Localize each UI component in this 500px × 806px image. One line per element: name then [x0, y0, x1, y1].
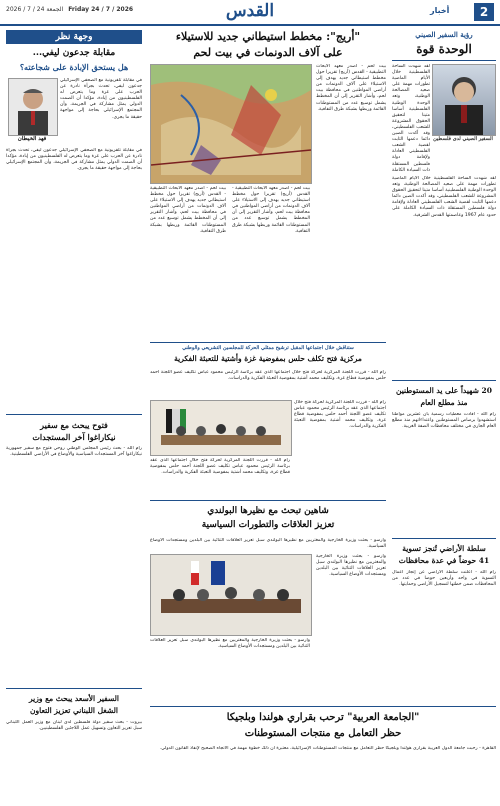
main-story-body: بيت لحم - أصدر معهد الأبحاث التطبيقية - القدس (أريج) تقريرا حول مخطط استيطاني جديد يهدف إلى الاستيلاء على آلاف الدونمات من أراضي المواطنين في محافظة بيت لحم، وأشار التقرير إلى أن المخطط يشمل توسيع عدد من المستوطنات القائمة وربطها بشبكة طرق التفافية.: [316, 64, 386, 112]
martyrs-body: رام الله - أفادت معطيات رسمية بأن عشرين مواطنا استشهدوا برصاص المستوطنين واعتداءاتهم منذ مطلع العام الجاري في مختلف محافظات الضفة الغربية.: [392, 412, 496, 430]
council-title: مركزية فتح تكلف حلس بمفوضية غزة وأشتية للتعبئة الفكرية: [174, 354, 362, 363]
poland-body-cont: وارسو - بحثت وزيرة الخارجية والمغتربين مع نظيرها البولندي سبل تعزيز العلاقات الثنائية بين البلدين ومستجدات الأوضاع السياسية.: [316, 554, 386, 578]
author-portrait: [8, 78, 58, 136]
divider: [392, 538, 496, 539]
poland-title-1: شاهين تبحث مع نظيرها البولندي: [207, 506, 329, 516]
land-title-2: 41 حوضاً في عدة محافظات: [398, 556, 490, 565]
assad-title-2: الشغل اللبناني تعزيز التعاون: [30, 706, 118, 715]
divider: [392, 60, 496, 61]
poland-meeting-graphic: [151, 555, 311, 635]
divider: [392, 380, 496, 381]
divider: [150, 706, 496, 707]
section-label: أخبار: [430, 6, 450, 15]
assad-body: بيروت - بحث سفير دولة فلسطين لدى لبنان مع وزير العمل اللبناني سبل تعزيز التعاون وتسهيل عمل اللاجئين الفلسطينيين.: [6, 720, 142, 732]
right-column-body-cont: لقد شهدت الساحة الفلسطينية خلال الأيام الماضية تطورات مهمة على صعيد المصالحة الوطنية، وتعد الوحدة الوطنية الفلسطينية أساسا متينا لتحقيق الحقوق المشروعة للشعب الفلسطيني، وقد أكدت الصين دائما دعمها الثابت لقضية الشعب الفلسطيني العادلة ولإقامة دولة فلسطين المستقلة ذات السيادة الكاملة على حدود عام 1967 وعاصمتها القدس الشرقية.: [392, 176, 496, 218]
council-body-cont: رام الله - قررت اللجنة المركزية لحركة فتح خلال اجتماعها الذي عقد برئاسة الرئيس محمود عباس تكليف عضو اللجنة أحمد حلس بمفوضية قطاع غزة، وتكليف محمد أشتية بمفوضية التعبئة الفكرية والدراسات.: [294, 400, 386, 430]
newspaper-logo: القدس: [225, 1, 275, 21]
land-title-1: سلطة الأراضي تُنجز تسوية: [402, 544, 486, 553]
divider: [6, 688, 142, 689]
council-body: رام الله - قررت اللجنة المركزية لحركة فتح خلال اجتماعها الذي عقد برئاسة الرئيس محمود عباس تكليف عضو اللجنة أحمد حلس بمفوضية قطاع غزة، وتكليف محمد أشتية بمفوضية التعبئة الفكرية والدراسات.: [150, 370, 386, 382]
opinion-section-label: وجهة نظر: [55, 32, 93, 42]
arab-league-title-1: "الجامعة العربية" ترحب بقراري هولندا وبلجيكا: [226, 712, 420, 723]
opinion-author: فهد الخيطان: [17, 136, 47, 142]
ambassador-story-title-1: فتوح يبحث مع سفير: [40, 420, 108, 430]
right-column-title: الوحدة قوة: [416, 42, 472, 56]
council-body-cont-2: رام الله - قررت اللجنة المركزية لحركة فتح خلال اجتماعها الذي عقد برئاسة الرئيس محمود عباس تكليف عضو اللجنة أحمد حلس بمفوضية قطاع غزة، وتكليف محمد أشتية بمفوضية التعبئة الفكرية والدراسات.: [150, 458, 290, 476]
main-story-body-cont-1: بيت لحم - أصدر معهد الأبحاث التطبيقية - القدس (أريج) تقريرا حول مخطط استيطاني جديد يهدف إلى الاستيلاء على آلاف الدونمات من أراضي المواطنين في محافظة بيت لحم، وأشار التقرير إلى أن المخطط يشمل توسيع عدد من المستوطنات القائمة وربطها بشبكة طرق التفافية.: [150, 186, 226, 234]
poland-body-cont-2: وارسو - بحثت وزيرة الخارجية والمغتربين مع نظيرها البولندي سبل تعزيز العلاقات الثنائية بين البلدين ومستجدات الأوضاع السياسية.: [150, 638, 310, 650]
opinion-body-top: في مقابلة تلفزيونية مع الصحفي الإسرائيلي جدعون ليفي، تحدث بجرأة نادرة عن الحرب على غزة وما يتعرض له الفلسطينيون من إبادة، مؤكدا أن الصمت الدولي يمثل مشاركة في الجريمة، وأن المجتمع الإسرائيلي بحاجة إلى مواجهة حقيقة ما يجري.: [60, 78, 142, 120]
poland-title-2: تعزيز العلاقات والتطورات السياسية: [201, 520, 335, 530]
opinion-body: في مقابلة تلفزيونية مع الصحفي الإسرائيلي جدعون ليفي، تحدث بجرأة نادرة عن الحرب على غزة وما يتعرض له الفلسطينيون من إبادة، مؤكدا أن الصمت الدولي يمثل مشاركة في الجريمة، وأن المجتمع الإسرائيلي بحاجة إلى مواجهة حقيقة ما يجري.: [6, 148, 142, 172]
meeting-graphic: [151, 401, 291, 455]
issue-date-ar: الجمعة 24 / 7 / 2026: [6, 6, 64, 13]
ambassador-story-body: رام الله - بحث رئيس المجلس الوطني روحي فتوح مع سفير جمهورية نيكاراغوا آخر المستجدات السياسية والأوضاع في الأراضي الفلسطينية.: [6, 446, 142, 458]
main-story-body-cont-2: بيت لحم - أصدر معهد الأبحاث التطبيقية - القدس (أريج) تقريرا حول مخطط استيطاني جديد يهدف إلى الاستيلاء على آلاف الدونمات من أراضي المواطنين في محافظة بيت لحم، وأشار التقرير إلى أن المخطط يشمل توسيع عدد من المستوطنات القائمة وربطها بشبكة طرق التفافية.: [232, 186, 310, 234]
portrait-icon: [433, 65, 495, 135]
issue-date: [6, 6, 133, 13]
issue-date-en: Friday 24 / 7 / 2026: [68, 6, 134, 13]
page-number-box: 2: [474, 3, 494, 21]
right-column-body: لقد شهدت الساحة الفلسطينية خلال الأيام الماضية تطورات مهمة على صعيد المصالحة الوطنية، وتعد الوحدة الوطنية الفلسطينية أساسا متينا لتحقيق الحقوق المشروعة للشعب الفلسطيني، وقد أكدت الصين دائما دعمها الثابت لقضية الشعب الفلسطيني العادلة ولإقامة دولة فلسطين المستقلة ذات السيادة الكاملة: [392, 64, 430, 173]
poland-meeting-photo: [150, 554, 312, 636]
author-icon: [9, 79, 57, 135]
map-graphic: [151, 65, 311, 183]
martyrs-title-1: 20 شهيداً على يد المستوطنين: [396, 386, 492, 395]
opinion-subtitle: هل يستحق الإبادة على شجاعته؟: [19, 62, 129, 72]
main-story-title-2: على آلاف الدونمات في بيت لحم: [193, 46, 343, 59]
divider: [150, 342, 386, 343]
divider: [6, 414, 142, 415]
ambassador-caption: السفير الصيني لدى فلسطين: [433, 136, 493, 142]
ambassador-portrait: [432, 64, 496, 136]
assad-title-1: السفير الأسعد يبحث مع وزير: [29, 694, 119, 703]
council-meeting-photo: [150, 400, 292, 456]
martyrs-title-2: منذ مطلع العام: [420, 398, 468, 407]
opinion-title: مقابلة جدعون ليفي...: [32, 48, 116, 58]
arab-league-body: القاهرة - رحبت جامعة الدول العربية بقراري هولندا وبلجيكا حظر التعامل مع منتجات المستوطنات الإسرائيلية، معتبرة أن ذلك خطوة مهمة في الاتجاه الصحيح لإنفاذ القانون الدولي.: [159, 746, 496, 751]
right-column-kicker: رؤية السفير الصيني: [415, 30, 473, 39]
land-body: رام الله - أعلنت سلطة الأراضي عن إنجاز أعمال التسوية في واحد وأربعين حوضا في عدد من المحافظات ضمن خطتها لتسجيل الأراضي وحمايتها.: [392, 570, 496, 588]
poland-body: وارسو - بحثت وزيرة الخارجية والمغتربين مع نظيرها البولندي سبل تعزيز العلاقات الثنائية بين البلدين ومستجدات الأوضاع السياسية.: [150, 538, 386, 550]
council-kicker: ستناقش خلال اجتماعها المقبل ترشيح ممثلي الحركة للمجلسين التشريعي والوطني: [182, 345, 354, 351]
divider: [150, 500, 386, 501]
main-story-title-1: "أريج": مخطط استيطاني جديد للاستيلاء: [175, 30, 361, 43]
settlement-map: [150, 64, 312, 184]
ambassador-story-title-2: نيكاراغوا آخر المستجدات: [32, 432, 116, 442]
arab-league-title-2: حظر التعامل مع منتجات المستوطنات: [244, 728, 402, 739]
